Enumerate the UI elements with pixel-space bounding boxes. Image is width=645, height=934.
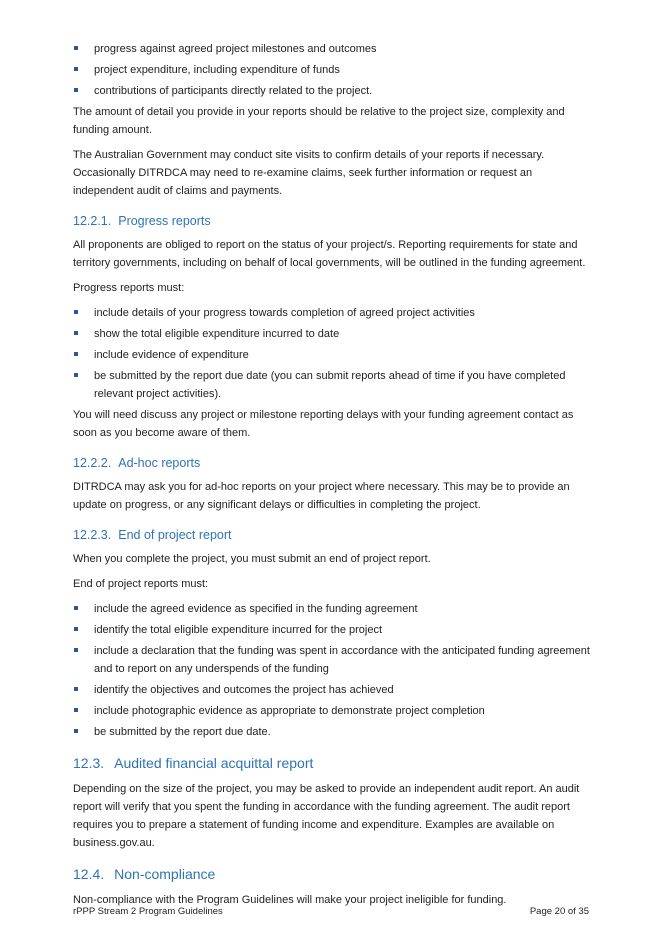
list-item: include evidence of expenditure	[73, 346, 593, 364]
list-item: identify the total eligible expenditure incurred for the project	[73, 621, 593, 639]
list-item: identify the objectives and outcomes the project has achieved	[73, 681, 593, 699]
footer-page-number: Page 20 of 35	[529, 906, 589, 917]
square-bullet-icon	[74, 88, 78, 92]
square-bullet-icon	[74, 729, 78, 733]
square-bullet-icon	[74, 310, 78, 314]
list-item: be submitted by the report due date.	[73, 723, 593, 741]
paragraph: Depending on the size of the project, you may be asked to provide an independent audit report. An audit report will verify that you spent the funding in accordance with the funding agreement. The audit report requires you to prepare a statement of funding income and expenditure. Examples are available on business.gov.au.	[73, 783, 580, 849]
list-item: include the agreed evidence as specified in the funding agreement	[73, 600, 593, 618]
section-heading-audited-financial-acquittal-report: 12.3. Audited financial acquittal report	[73, 755, 314, 771]
page-footer	[73, 906, 589, 917]
section-heading-adhoc-reports: 12.2.2. Ad-hoc reports	[73, 456, 201, 470]
paragraph: Progress reports must:	[73, 282, 185, 294]
list-item: progress against agreed project milestones and outcomes	[73, 40, 593, 58]
paragraph: You will need discuss any project or milestone reporting delays with your funding agreement contact as soon as you become aware of them.	[73, 409, 574, 439]
list-item: include a declaration that the funding was spent in accordance with the anticipated funding agreement and to report on any underspends of the funding	[73, 642, 593, 678]
intro-bullet-list	[73, 40, 593, 100]
paragraph: DITRDCA may ask you for ad-hoc reports on your project where necessary. This may be to provide an update on progress, or any significant delays or difficulties in completing the project.	[73, 481, 570, 511]
square-bullet-icon	[74, 331, 78, 335]
section-heading-non-compliance: 12.4. Non-compliance	[73, 866, 216, 882]
list-item: contributions of participants directly related to the project.	[73, 82, 593, 100]
square-bullet-icon	[74, 352, 78, 356]
footer-document-title: rPPP Stream 2 Program Guidelines	[73, 906, 223, 917]
square-bullet-icon	[74, 687, 78, 691]
square-bullet-icon	[74, 627, 78, 631]
page-content	[73, 40, 593, 916]
progress-bullet-list	[73, 304, 593, 403]
paragraph: End of project reports must:	[73, 578, 209, 590]
square-bullet-icon	[74, 708, 78, 712]
end-report-bullet-list	[73, 600, 593, 741]
square-bullet-icon	[74, 67, 78, 71]
square-bullet-icon	[74, 606, 78, 610]
list-item: include photographic evidence as appropriate to demonstrate project completion	[73, 702, 593, 720]
paragraph: The amount of detail you provide in your reports should be relative to the project size, complexity and funding amount.	[73, 106, 565, 136]
square-bullet-icon	[74, 373, 78, 377]
section-heading-end-of-project-report: 12.2.3. End of project report	[73, 528, 232, 542]
section-heading-progress-reports: 12.2.1. Progress reports	[73, 214, 211, 228]
paragraph: Non-compliance with the Program Guidelines will make your project ineligible for funding.	[73, 894, 507, 906]
square-bullet-icon	[74, 46, 78, 50]
list-item: show the total eligible expenditure incurred to date	[73, 325, 593, 343]
paragraph: All proponents are obliged to report on the status of your project/s. Reporting requirements for state and territory governments, including on behalf of local governments, will be outlined in the funding agreement.	[73, 239, 586, 269]
square-bullet-icon	[74, 648, 78, 652]
paragraph: The Australian Government may conduct site visits to confirm details of your reports if necessary. Occasionally DITRDCA may need to re-examine claims, seek further information or request an independent audit of claims and payments.	[73, 149, 545, 197]
list-item: be submitted by the report due date (you can submit reports ahead of time if you have completed relevant project activities).	[73, 367, 593, 403]
paragraph: When you complete the project, you must submit an end of project report.	[73, 553, 431, 565]
list-item: project expenditure, including expenditure of funds	[73, 61, 593, 79]
list-item: include details of your progress towards completion of agreed project activities	[73, 304, 593, 322]
